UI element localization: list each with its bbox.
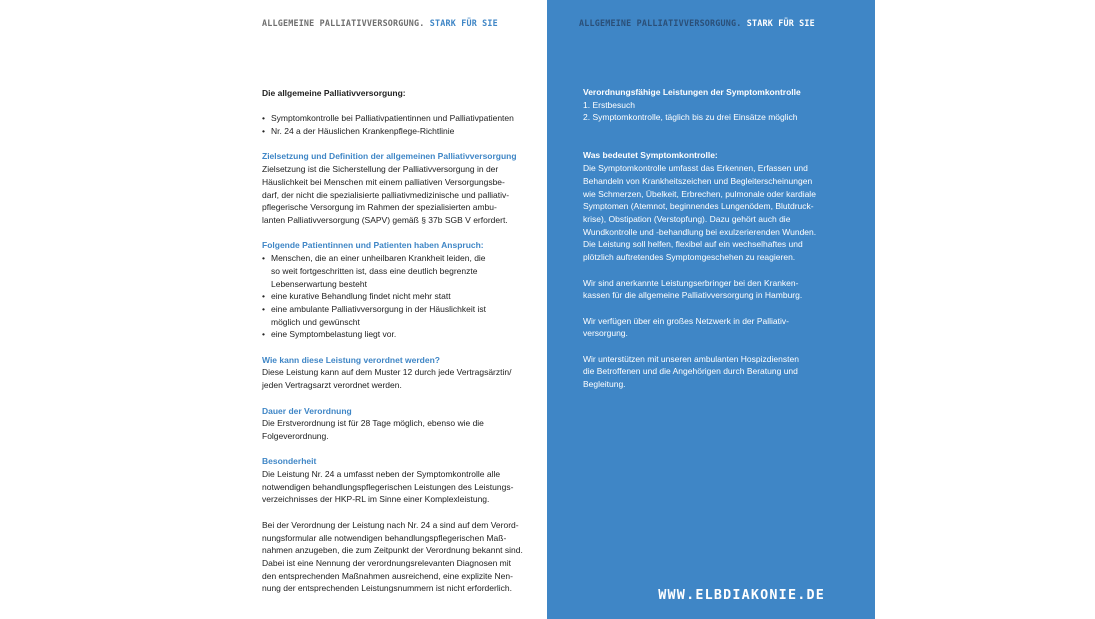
- special-line: Die Leistung Nr. 24 a umfasst neben der Symptomkontrolle alle: [262, 469, 501, 479]
- support-line: die Betroffenen und die Angehörigen durch Beratung und: [583, 366, 798, 377]
- left-header-part1: ALLGEMEINE PALLIATIVVERSORGUNG.: [262, 18, 425, 28]
- services-item: 1. Erstbesuch: [583, 99, 635, 110]
- meaning-line: krise), Obstipation (Verstopfung). Dazu gehört auch die: [583, 214, 791, 224]
- meaning-line: Die Leistung soll helfen, flexibel auf ein wechselhaftes und: [583, 239, 803, 250]
- prescribe-line: jeden Vertragsarzt verordnet werden.: [262, 380, 402, 391]
- website-link[interactable]: WWW.ELBDIAKONIE.DE: [658, 588, 825, 603]
- special-line: Dabei ist eine Nennung der verordnungsrelevanten Diagnosen mit: [262, 557, 512, 568]
- recognized-line: Wir sind anerkannte Leistungserbringer bei den Kranken-: [583, 277, 799, 288]
- duration-block: [262, 405, 537, 443]
- goal-line: Zielsetzung ist die Sicherstellung der Palliativversorgung in der: [262, 164, 499, 175]
- meaning-line: Symptomen (Atemnot, beginnendes Lungenödem, Blutdruck-: [583, 201, 814, 212]
- prescribe-block: [262, 354, 537, 392]
- support-line: Wir unterstützen mit unseren ambulanten Hospizdiensten: [583, 353, 799, 364]
- duration-line: Folgeverordnung.: [262, 430, 329, 441]
- right-header-part1: ALLGEMEINE PALLIATIVVERSORGUNG.: [579, 18, 742, 28]
- recognized-block: [583, 277, 858, 302]
- network-line: versorgung.: [583, 328, 628, 339]
- right-header-part2: STARK FÜR SIE: [746, 18, 815, 28]
- meaning-line: plötzlich auftretendes Symptomgeschehen zu reagieren.: [583, 252, 796, 263]
- services-title: Verordnungsfähige Leistungen der Symptomkontrolle: [583, 87, 801, 97]
- claim-block: [262, 239, 537, 341]
- support-block: [583, 353, 858, 391]
- claim-bullet-cont: möglich und gewünscht: [271, 316, 360, 327]
- special-line: verzeichnisses der HKP-RL im Sinne einer Komplexleistung.: [262, 494, 490, 505]
- claim-bullet: • eine ambulante Palliativversorgung in der Häuslichkeit ist: [262, 303, 486, 314]
- special-line: nung der entsprechenden Leistungsnummern ist nicht erforderlich.: [262, 583, 512, 594]
- goal-line: pflegerische Versorgung im Rahmen der spezialisierten ambu-: [262, 202, 497, 213]
- special-line: notwendigen behandlungspflegerischen Leistungen des Leistungs-: [262, 481, 514, 492]
- meaning-title: Was bedeutet Symptomkontrolle:: [583, 150, 718, 161]
- meaning-line: wie Schmerzen, Übelkeit, Erbrechen, pulmonale oder kardiale: [583, 188, 816, 199]
- goal-line: darf, der nicht die spezialisierte palliativmedizinische und palliativ-: [262, 189, 510, 200]
- goal-line: Häuslichkeit bei Menschen mit einem palliativen Versorgungsbe-: [262, 176, 505, 187]
- intro-title: Die allgemeine Palliativversorgung:: [262, 88, 406, 98]
- goal-line: lanten Palliativversorgung (SAPV) gemäß § 37b SGB V erfordert.: [262, 215, 508, 225]
- left-content: [262, 87, 537, 608]
- network-block: [583, 315, 858, 340]
- claim-bullet-cont: so weit fortgeschritten ist, dass eine deutlich begrenzte: [271, 265, 478, 276]
- intro-bullet: • Nr. 24 a der Häuslichen Krankenpflege-Richtlinie: [262, 126, 455, 137]
- special-heading: Besonderheit: [262, 456, 317, 467]
- right-content: [583, 86, 858, 403]
- intro-block: [262, 87, 537, 138]
- meaning-line: Behandeln von Krankheitszeichen und Begleiterscheinungen: [583, 175, 813, 186]
- left-page: [218, 0, 547, 619]
- right-page: [547, 0, 875, 619]
- prescribe-line: Diese Leistung kann auf dem Muster 12 durch jede Vertragsärztin/: [262, 367, 512, 378]
- recognized-line: kassen für die allgemeine Palliativversorgung in Hamburg.: [583, 290, 803, 301]
- special-line: Bei der Verordnung der Leistung nach Nr. 24 a sind auf dem Verord-: [262, 519, 519, 530]
- duration-heading: Dauer der Verordnung: [262, 405, 352, 416]
- meaning-line: Wundkontrolle und -behandlung bei exulzerierenden Wunden.: [583, 226, 817, 237]
- claim-heading: Folgende Patientinnen und Patienten haben Anspruch:: [262, 240, 484, 251]
- right-header: [579, 18, 815, 28]
- left-header: [262, 18, 498, 28]
- claim-bullet: • eine kurative Behandlung findet nicht mehr statt: [262, 291, 451, 302]
- prescribe-heading: Wie kann diese Leistung verordnet werden?: [262, 354, 440, 365]
- meaning-line: Die Symptomkontrolle umfasst das Erkennen, Erfassen und: [583, 163, 808, 174]
- claim-bullet-cont: Lebenserwartung besteht: [271, 278, 367, 289]
- duration-line: Die Erstverordnung ist für 28 Tage möglich, ebenso wie die: [262, 418, 484, 429]
- special-line: nungsformular alle notwendigen behandlungspflegerischen Maß-: [262, 532, 507, 543]
- services-block: [583, 86, 858, 124]
- services-item: 2. Symptomkontrolle, täglich bis zu drei Einsätze möglich: [583, 112, 798, 123]
- network-line: Wir verfügen über ein großes Netzwerk in der Palliativ-: [583, 315, 789, 326]
- support-line: Begleitung.: [583, 379, 626, 390]
- claim-bullet: • Menschen, die an einer unheilbaren Krankheit leiden, die: [262, 253, 486, 264]
- meaning-block: [583, 149, 858, 263]
- special-block: [262, 455, 537, 595]
- special-line: den entsprechenden Maßnahmen ausreichend, eine explizite Nen-: [262, 570, 513, 581]
- left-header-part2: STARK FÜR SIE: [429, 18, 498, 28]
- intro-bullet: • Symptomkontrolle bei Palliativpatientinnen und Palliativpatienten: [262, 113, 514, 124]
- claim-bullet: • eine Symptombelastung liegt vor.: [262, 329, 397, 340]
- goal-block: [262, 150, 537, 226]
- goal-heading: Zielsetzung und Definition der allgemeinen Palliativversorgung: [262, 151, 517, 162]
- special-line: nahmen anzugeben, die zum Zeitpunkt der Verordnung bekannt sind.: [262, 545, 523, 556]
